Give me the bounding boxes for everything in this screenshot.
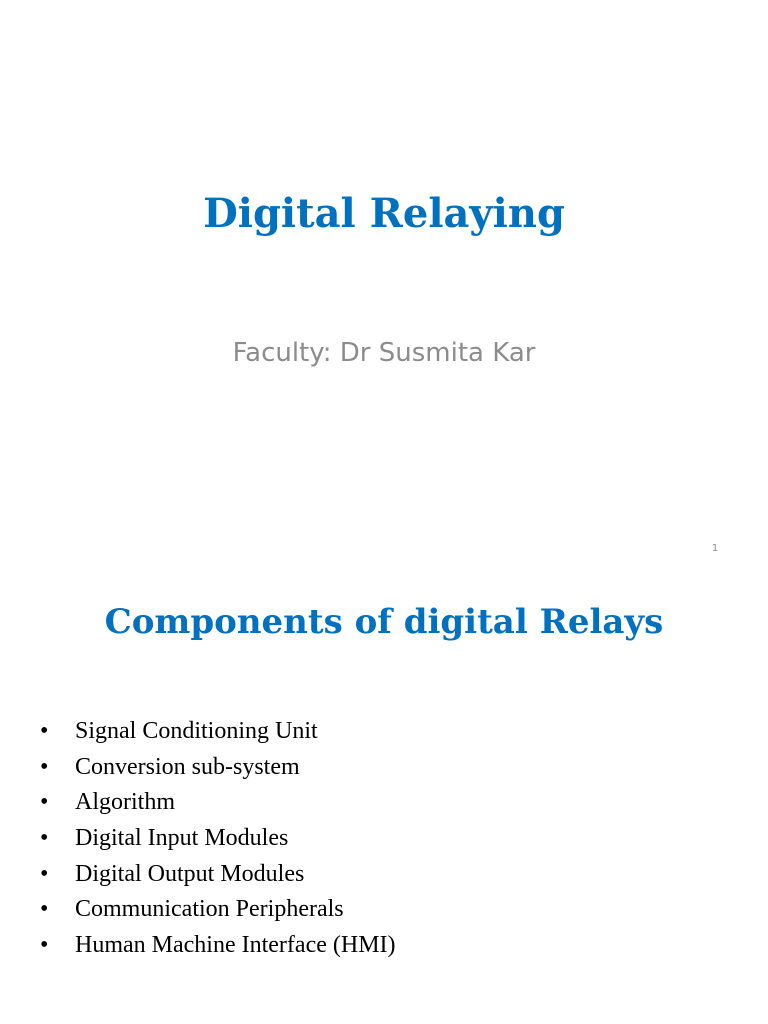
bullet-icon: •	[40, 860, 49, 887]
slide-title: Components of digital Relays	[104, 602, 664, 642]
list-item-text: Signal Conditioning Unit	[75, 718, 318, 744]
list-item-text: Conversion sub-system	[75, 753, 300, 780]
list-item-text: Communication Peripherals	[75, 896, 344, 923]
bullet-icon: •	[40, 932, 49, 959]
list-item-text: Digital Input Modules	[75, 825, 289, 852]
bullet-icon: •	[40, 718, 49, 744]
bullet-icon: •	[40, 753, 49, 780]
slide-2	[0, 576, 768, 1024]
list-item-text: Algorithm	[75, 789, 175, 816]
list-item-text: Digital Output Modules	[75, 860, 305, 887]
bullet-icon: •	[40, 896, 49, 923]
list-item-text: Human Machine Interface (HMI)	[75, 932, 396, 959]
page-number: 1	[711, 543, 719, 554]
bullet-icon: •	[40, 825, 49, 852]
slide-title: Digital Relaying	[203, 190, 565, 237]
slide-subtitle: Faculty: Dr Susmita Kar	[232, 338, 536, 368]
bullet-icon: •	[40, 789, 49, 816]
